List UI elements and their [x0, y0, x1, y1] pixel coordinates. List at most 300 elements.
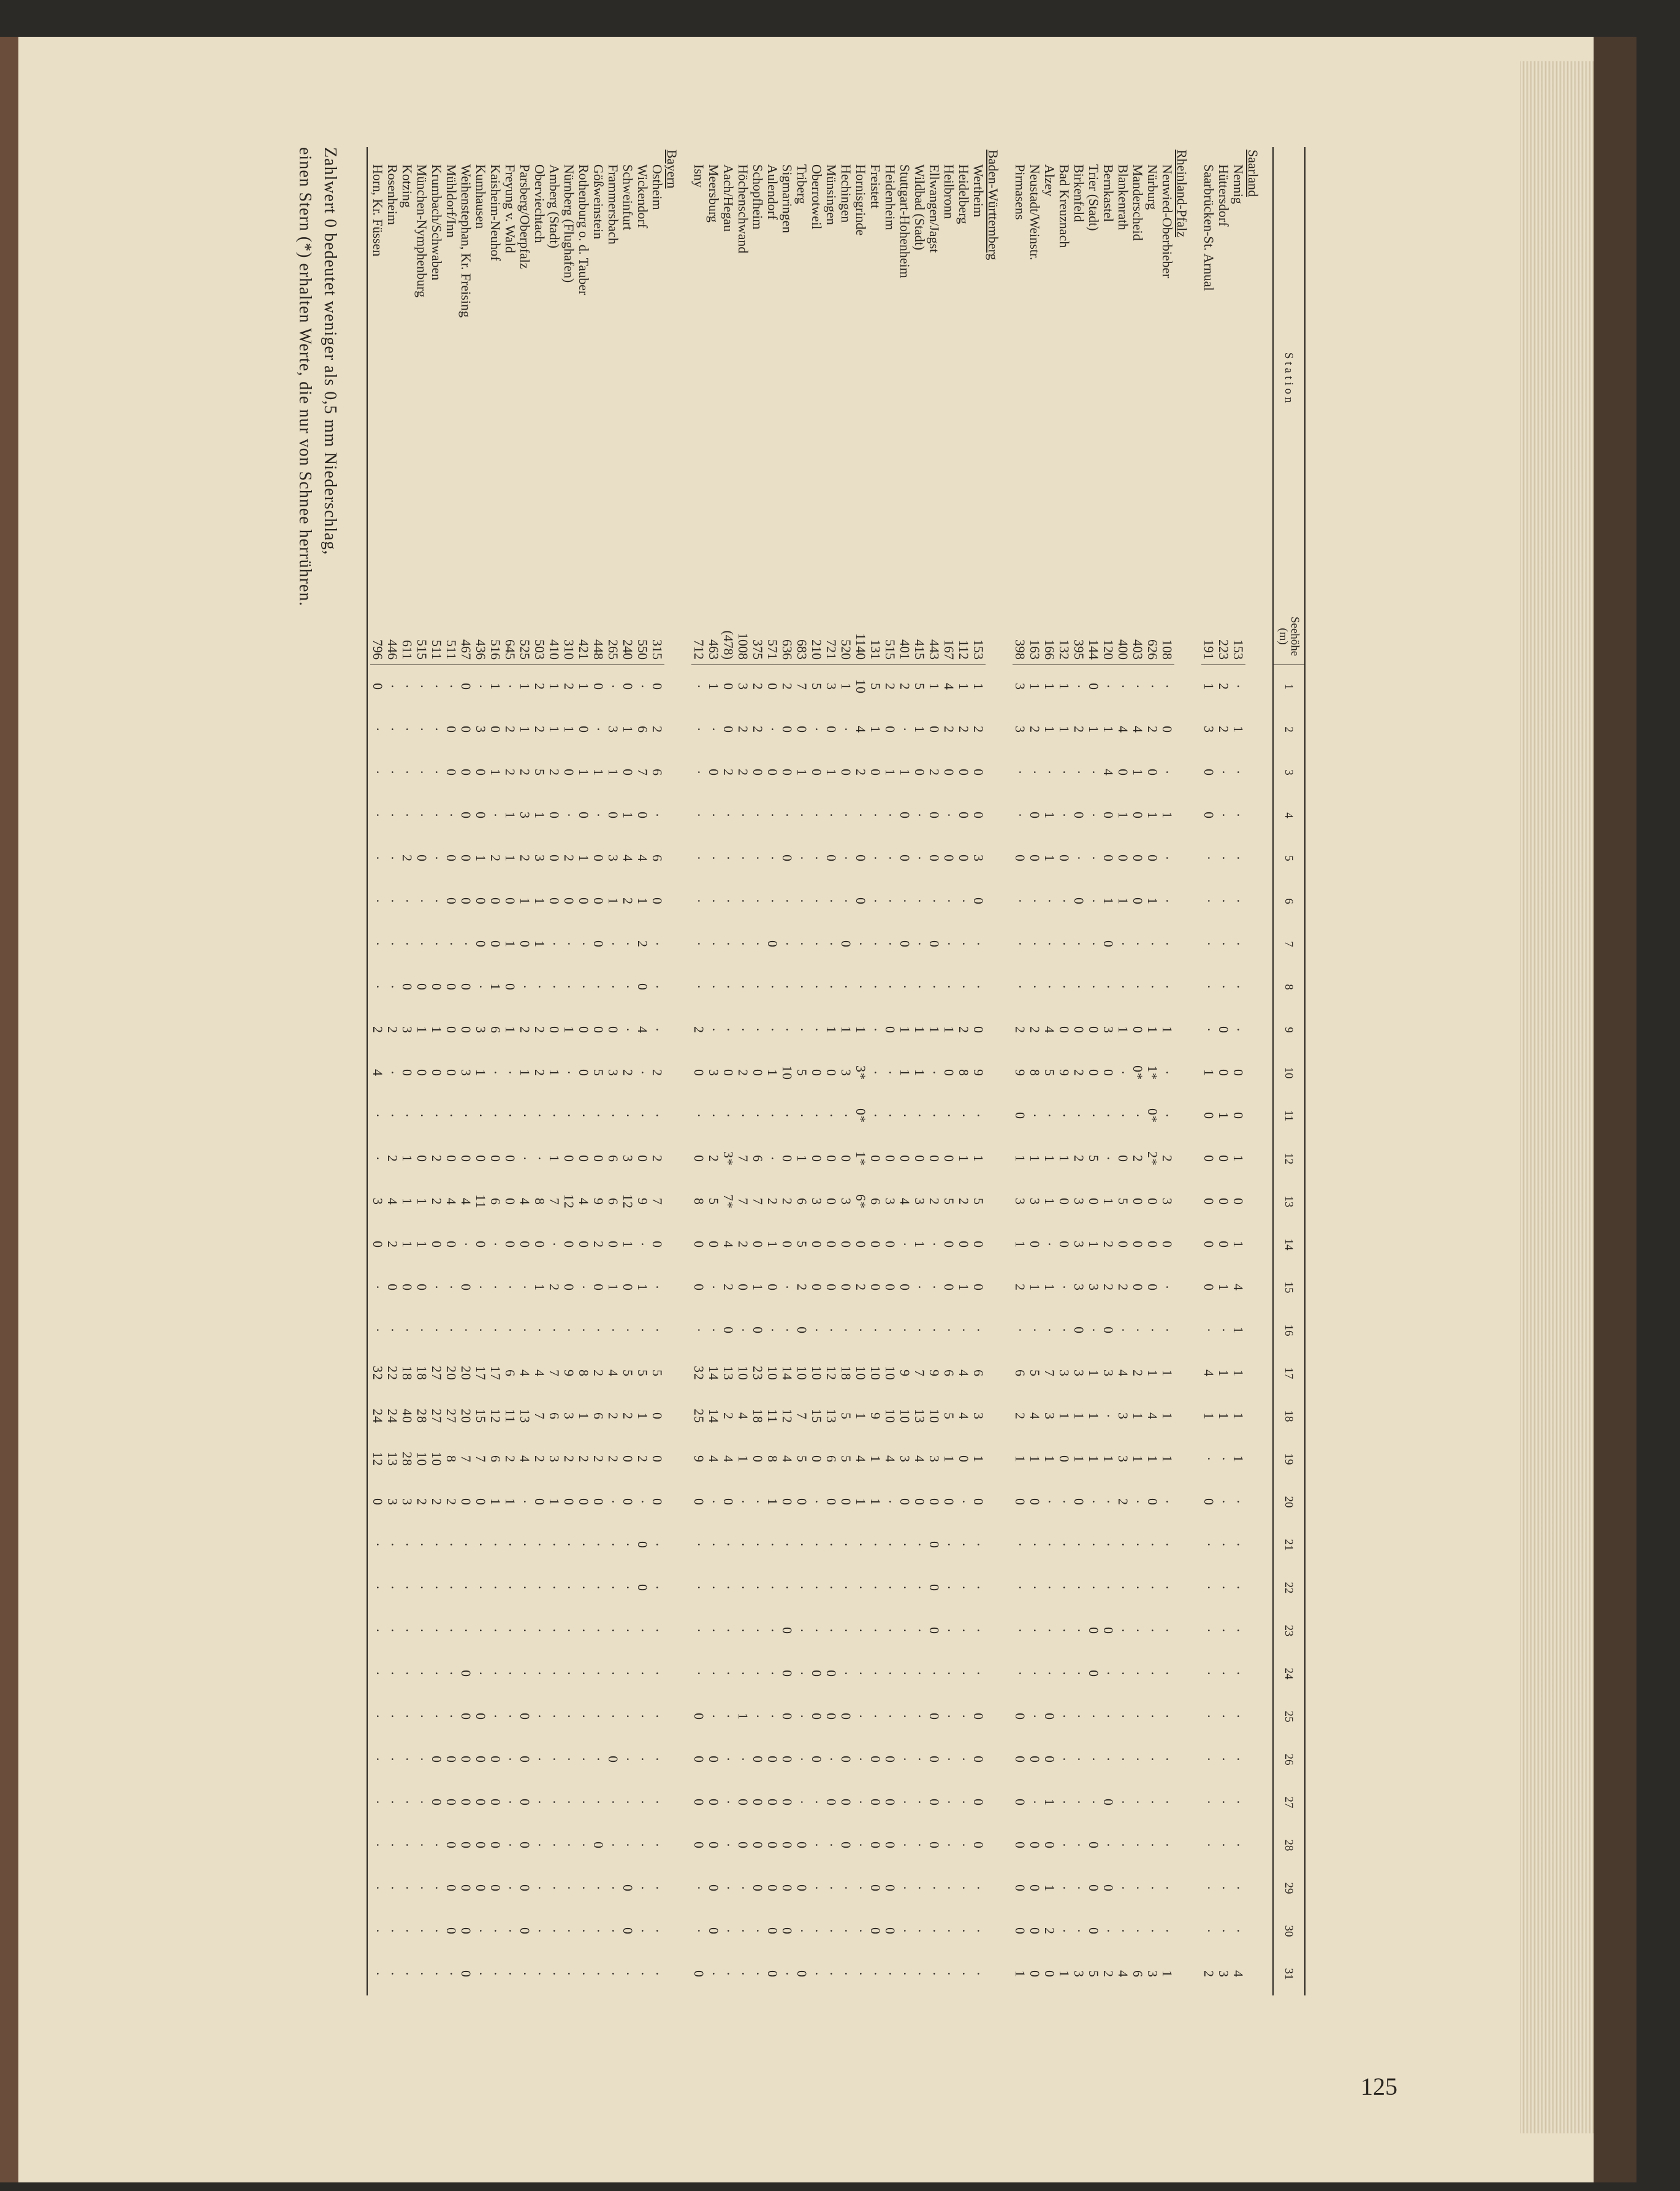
day-value: ·	[897, 1241, 913, 1248]
day-value: 1	[1145, 1026, 1160, 1034]
day-value: ·	[429, 812, 444, 818]
day-value: 13	[517, 1409, 533, 1423]
day-value: ·	[1130, 684, 1146, 690]
day-value: ·	[1130, 1585, 1146, 1591]
day-value: 4	[517, 1198, 533, 1205]
day-value: 0	[576, 726, 591, 733]
day-value: ·	[1057, 984, 1072, 990]
station-height: 403	[1130, 608, 1145, 665]
day-value: 25	[691, 1409, 707, 1423]
day-value: 0	[1027, 812, 1043, 819]
day-value: 0	[927, 1756, 942, 1763]
day-value: 2	[591, 1455, 606, 1463]
day-value: 0	[897, 1155, 913, 1162]
day-value: ·	[650, 1628, 665, 1634]
day-value: 4	[1042, 1026, 1057, 1034]
day-value: 0	[868, 1756, 883, 1763]
day-value: ·	[721, 1027, 736, 1033]
day-value: ·	[385, 1756, 400, 1762]
day-value: ·	[1160, 941, 1175, 947]
day-value: ·	[1231, 898, 1246, 904]
day-header: 13	[1273, 1180, 1305, 1223]
day-value: 1	[1057, 1155, 1072, 1162]
day-value: ·	[897, 1971, 913, 1977]
day-value: ·	[838, 1885, 854, 1891]
day-value: 0	[458, 855, 474, 862]
day-value: ·	[458, 1542, 474, 1548]
day-value: ·	[591, 812, 606, 818]
day-value: 0	[765, 1842, 780, 1849]
day-value: 1	[1013, 1455, 1028, 1463]
day-value: ·	[706, 1671, 721, 1677]
day-value: 7	[750, 1198, 766, 1205]
day-header: 17	[1273, 1352, 1305, 1395]
day-value: 3	[809, 1198, 824, 1205]
day-value: 0	[691, 1713, 707, 1720]
day-value: 0	[576, 1241, 591, 1248]
day-value: ·	[414, 1542, 430, 1548]
day-value: 0	[1101, 1327, 1116, 1334]
day-value: ·	[532, 1327, 547, 1333]
day-value: ·	[547, 1756, 562, 1762]
station-name: Heilbronn	[941, 164, 957, 219]
day-value: ·	[1071, 1628, 1087, 1634]
day-value: 2	[1101, 1970, 1116, 1978]
day-value: 2	[1145, 726, 1160, 733]
day-value: 0	[838, 1713, 854, 1720]
day-value: ·	[735, 1971, 751, 1977]
day-value: ·	[1116, 1542, 1131, 1548]
day-value: ·	[1027, 1628, 1043, 1634]
day-value: 4	[620, 855, 636, 862]
day-value: 0	[547, 897, 562, 905]
day-value: 0	[429, 1069, 444, 1076]
day-value: 0	[1145, 1284, 1160, 1291]
day-value: 0	[794, 1970, 810, 1978]
day-value: 0	[721, 1327, 736, 1334]
day-value: 0	[1231, 1112, 1246, 1119]
day-value: ·	[824, 941, 839, 947]
day-value: 0	[473, 1756, 488, 1763]
day-value: 1	[620, 726, 636, 733]
day-header: 10	[1273, 1051, 1305, 1094]
day-value: 3	[927, 1455, 942, 1463]
day-value: ·	[1160, 769, 1175, 775]
day-value: ·	[706, 726, 721, 733]
day-value: ·	[765, 1113, 780, 1119]
day-value: ·	[1145, 1885, 1160, 1891]
day-value: ·	[400, 769, 415, 775]
day-value: 0	[458, 769, 474, 776]
day-value: ·	[912, 1799, 927, 1805]
day-value: ·	[780, 1542, 795, 1548]
day-value: ·	[561, 1928, 577, 1934]
day-value: ·	[547, 1928, 562, 1934]
day-value: ·	[809, 1885, 824, 1891]
day-value: ·	[721, 1928, 736, 1934]
day-value: ·	[780, 812, 795, 818]
day-value: 3	[1101, 1026, 1116, 1034]
day-value: 0	[971, 1713, 986, 1720]
day-value: 0	[706, 1799, 721, 1806]
day-value: ·	[1231, 812, 1246, 818]
day-value: 3*	[853, 1065, 869, 1080]
day-value: ·	[838, 1971, 854, 1977]
day-value: 0	[1101, 1069, 1116, 1076]
day-value: 1	[1216, 1370, 1231, 1377]
day-value: 3	[838, 1069, 854, 1076]
day-value: 0	[444, 1927, 459, 1935]
day-value: ·	[897, 1585, 913, 1591]
day-value: 18	[414, 1366, 430, 1381]
day-value: 5	[1042, 1069, 1057, 1076]
day-value: 1	[883, 769, 898, 776]
day-value: ·	[503, 1842, 518, 1848]
day-value: ·	[473, 1113, 488, 1119]
day-value: ·	[503, 1542, 518, 1548]
day-value: 1	[912, 726, 927, 733]
station-name: Weihenstephan, Kr. Freising	[458, 164, 474, 318]
day-value: 1	[1057, 683, 1072, 690]
day-value: 10	[794, 1366, 810, 1381]
day-value: ·	[620, 1628, 636, 1634]
station-name: Höchenschwand	[735, 164, 751, 254]
day-value: ·	[1057, 898, 1072, 904]
day-value: 0	[750, 1455, 766, 1463]
day-value: ·	[1042, 1327, 1057, 1333]
day-value: ·	[458, 1327, 474, 1333]
day-value: 0	[838, 1756, 854, 1763]
day-value: 0	[971, 1799, 986, 1806]
day-value: 5	[794, 1241, 810, 1248]
day-value: 2	[620, 1069, 636, 1076]
day-value: ·	[576, 1713, 591, 1720]
day-value: ·	[971, 1971, 986, 1977]
table-row	[635, 147, 650, 1995]
day-value: ·	[721, 812, 736, 818]
day-header: 9	[1273, 1008, 1305, 1051]
station-height: 401	[897, 608, 912, 665]
day-value: ·	[1116, 1928, 1131, 1934]
day-value: ·	[1201, 1713, 1217, 1720]
day-value: ·	[532, 984, 547, 990]
day-value: ·	[809, 812, 824, 818]
day-value: 0	[650, 1412, 665, 1420]
day-value: 0	[1027, 855, 1043, 862]
station-name: Pirmasens	[1013, 164, 1028, 220]
day-value: ·	[1201, 1799, 1217, 1805]
day-value: ·	[868, 1585, 883, 1591]
day-value: 1	[1231, 1155, 1246, 1162]
day-value: 24	[370, 1409, 386, 1423]
station-name: Ostheim	[650, 164, 665, 210]
day-value: 0	[897, 1498, 913, 1506]
day-value: ·	[620, 1585, 636, 1591]
day-value: 3	[824, 683, 839, 690]
day-value: 3	[1201, 726, 1217, 733]
day-value: 2	[956, 726, 971, 733]
table-row	[1042, 147, 1057, 1995]
day-value: ·	[838, 812, 854, 818]
table-row	[561, 147, 576, 1995]
day-value: 3	[385, 1498, 400, 1506]
day-value: 0	[853, 897, 869, 905]
day-value: 7	[635, 769, 650, 776]
day-value: 1	[1160, 1970, 1175, 1978]
day-value: ·	[532, 1799, 547, 1805]
day-header: 7	[1273, 923, 1305, 966]
day-value: 0	[1116, 1155, 1131, 1162]
table-row	[606, 147, 620, 1995]
station-height: 515	[414, 608, 429, 665]
day-value: ·	[1071, 1671, 1087, 1677]
day-value: ·	[780, 984, 795, 990]
day-value: 0	[1071, 1327, 1087, 1334]
day-value: ·	[706, 1027, 721, 1033]
day-value: ·	[721, 1971, 736, 1977]
day-value: 3	[517, 812, 533, 819]
day-value: 1	[503, 812, 518, 819]
day-value: ·	[1216, 855, 1231, 861]
day-value: ·	[547, 1799, 562, 1805]
day-value: ·	[635, 1885, 650, 1891]
day-value: ·	[606, 1542, 621, 1548]
day-value: ·	[956, 1842, 971, 1848]
day-value: 0	[429, 1799, 444, 1806]
day-value: ·	[1201, 898, 1217, 904]
day-value: 3	[1057, 1370, 1072, 1377]
day-value: ·	[576, 1671, 591, 1677]
day-value: ·	[1086, 1113, 1101, 1119]
day-value: 0	[473, 1713, 488, 1720]
day-value: 2	[1101, 1241, 1116, 1248]
day-value: ·	[1130, 1671, 1146, 1677]
day-value: 0	[488, 1799, 503, 1806]
day-value: ·	[400, 812, 415, 818]
day-value: ·	[400, 898, 415, 904]
day-value: ·	[1071, 984, 1087, 990]
day-value: 3	[706, 1069, 721, 1076]
day-value: 18	[838, 1366, 854, 1381]
day-value: ·	[941, 1628, 957, 1634]
day-value: ·	[576, 1928, 591, 1934]
day-value: 0	[780, 1927, 795, 1935]
day-value: ·	[1101, 684, 1116, 690]
day-value: 0	[941, 1284, 957, 1291]
day-value: ·	[691, 1327, 707, 1333]
day-value: ·	[927, 1070, 942, 1076]
day-value: 1	[927, 683, 942, 690]
day-value: 6	[1013, 1370, 1028, 1377]
day-value: 0	[444, 983, 459, 991]
day-value: 1	[1042, 726, 1057, 733]
day-value: ·	[1201, 1585, 1217, 1591]
day-value: 9	[897, 1370, 913, 1377]
table-row	[488, 147, 503, 1995]
day-value: ·	[414, 941, 430, 947]
day-value: ·	[1231, 855, 1246, 861]
day-value: ·	[1231, 984, 1246, 990]
day-value: 10	[765, 1366, 780, 1381]
day-value: 5	[794, 1455, 810, 1463]
day-value: ·	[1145, 1671, 1160, 1677]
group-title: Baden-Württemberg	[986, 150, 1001, 261]
day-value: 4	[912, 1455, 927, 1463]
day-value: 1	[912, 1026, 927, 1034]
day-value: ·	[941, 1671, 957, 1677]
day-value: 2	[721, 1412, 736, 1420]
day-value: ·	[650, 1971, 665, 1977]
day-value: ·	[883, 855, 898, 861]
day-value: ·	[1071, 855, 1087, 861]
day-value: ·	[370, 1885, 386, 1891]
day-value: 0	[794, 1884, 810, 1892]
day-value: ·	[824, 1628, 839, 1634]
day-value: ·	[691, 855, 707, 861]
day-value: 0	[809, 1756, 824, 1763]
day-value: 0	[1057, 855, 1072, 862]
day-value: 0	[868, 1842, 883, 1849]
day-value: ·	[1216, 1671, 1231, 1677]
station-height: 112	[956, 608, 971, 665]
day-value: ·	[591, 1928, 606, 1934]
day-value: 0	[517, 1756, 533, 1763]
day-value: ·	[868, 898, 883, 904]
station-height: 515	[883, 608, 897, 665]
day-value: ·	[561, 1327, 577, 1333]
day-value: ·	[941, 898, 957, 904]
day-value: 0	[473, 769, 488, 776]
day-value: ·	[706, 812, 721, 818]
day-value: ·	[1130, 1885, 1146, 1891]
day-value: ·	[1071, 1713, 1087, 1720]
day-value: ·	[547, 1885, 562, 1891]
day-value: 0	[650, 683, 665, 690]
day-value: 1	[576, 683, 591, 690]
day-value: 10	[883, 1366, 898, 1381]
day-value: ·	[517, 1284, 533, 1290]
day-value: 1	[1231, 1327, 1246, 1334]
day-value: ·	[370, 1542, 386, 1548]
day-value: 0	[691, 1241, 707, 1248]
day-value: ·	[1116, 1113, 1131, 1119]
day-value: 0	[414, 1284, 430, 1291]
day-value: 0	[591, 1498, 606, 1506]
day-value: ·	[400, 1713, 415, 1720]
day-value: 1*	[1145, 1065, 1160, 1080]
day-value: 0	[503, 1241, 518, 1248]
day-value: ·	[517, 1585, 533, 1591]
day-value: 0	[473, 1884, 488, 1892]
day-value: ·	[1013, 1542, 1028, 1548]
day-value: 2	[385, 1026, 400, 1034]
day-header: 8	[1273, 966, 1305, 1008]
day-value: ·	[1145, 1713, 1160, 1720]
day-value: 1	[971, 1455, 986, 1463]
day-value: 0	[1201, 1112, 1217, 1119]
day-value: ·	[370, 898, 386, 904]
day-value: ·	[458, 941, 474, 947]
day-value: 2	[971, 726, 986, 733]
day-value: ·	[532, 1156, 547, 1162]
day-value: ·	[1145, 1542, 1160, 1548]
day-value: ·	[1101, 1842, 1116, 1848]
day-value: ·	[473, 1327, 488, 1333]
day-value: 0	[780, 1842, 795, 1849]
day-value: ·	[1231, 1928, 1246, 1934]
station-name: Hornisgrinde	[853, 164, 869, 236]
day-value: 0	[620, 1455, 636, 1463]
day-value: 10	[735, 1366, 751, 1381]
day-value: 1	[1145, 1455, 1160, 1463]
station-height: 131	[868, 608, 883, 665]
day-value: 1	[547, 1069, 562, 1076]
day-value: ·	[620, 1756, 636, 1762]
day-value: 1	[1086, 1455, 1101, 1463]
day-value: 0	[414, 855, 430, 862]
day-value: 1	[956, 683, 971, 690]
station-name: Gößweinstein	[591, 164, 606, 240]
day-value: 3	[1145, 1970, 1160, 1978]
day-value: ·	[591, 1713, 606, 1720]
day-value: 0	[1145, 855, 1160, 862]
day-value: ·	[488, 1327, 503, 1333]
day-value: ·	[1130, 1756, 1146, 1762]
day-value: ·	[635, 684, 650, 690]
day-value: 2	[1042, 1927, 1057, 1935]
day-value: 0	[458, 1927, 474, 1935]
day-value: ·	[635, 1713, 650, 1720]
day-value: ·	[721, 1799, 736, 1805]
day-value: 0	[1160, 1241, 1175, 1248]
day-value: ·	[400, 1842, 415, 1848]
day-value: ·	[370, 1756, 386, 1762]
day-value: ·	[883, 1671, 898, 1677]
day-value: ·	[1216, 1928, 1231, 1934]
day-value: ·	[1216, 1885, 1231, 1891]
station-name: Horn, Kr. Füssen	[370, 164, 386, 257]
day-value: 1	[1042, 1455, 1057, 1463]
station-height: 448	[591, 608, 606, 665]
day-value: ·	[912, 1671, 927, 1677]
day-value: ·	[517, 1156, 533, 1162]
day-value: ·	[1231, 1027, 1246, 1033]
day-value: ·	[1130, 1713, 1146, 1720]
day-value: 0	[591, 855, 606, 862]
day-value: 0	[458, 1670, 474, 1677]
day-value: 3	[1013, 683, 1028, 690]
day-value: ·	[400, 1756, 415, 1762]
day-value: 0	[1231, 1069, 1246, 1076]
day-value: 4	[1116, 1370, 1131, 1377]
day-value: 0	[927, 812, 942, 819]
day-value: ·	[370, 1928, 386, 1934]
day-value: 0	[824, 1498, 839, 1506]
station-name: Rosenheim	[385, 164, 400, 225]
day-value: ·	[1130, 1542, 1146, 1548]
day-value: ·	[1057, 1284, 1072, 1290]
day-value: 8	[576, 1370, 591, 1377]
day-value: ·	[650, 1928, 665, 1934]
day-value: 3	[561, 1412, 577, 1420]
day-value: ·	[750, 984, 766, 990]
day-value: ·	[1057, 769, 1072, 775]
day-value: 0*	[1130, 1065, 1146, 1080]
day-value: 1	[1160, 1370, 1175, 1377]
day-value: ·	[956, 1671, 971, 1677]
day-value: 2	[1013, 1284, 1028, 1291]
day-value: 0	[765, 1799, 780, 1806]
